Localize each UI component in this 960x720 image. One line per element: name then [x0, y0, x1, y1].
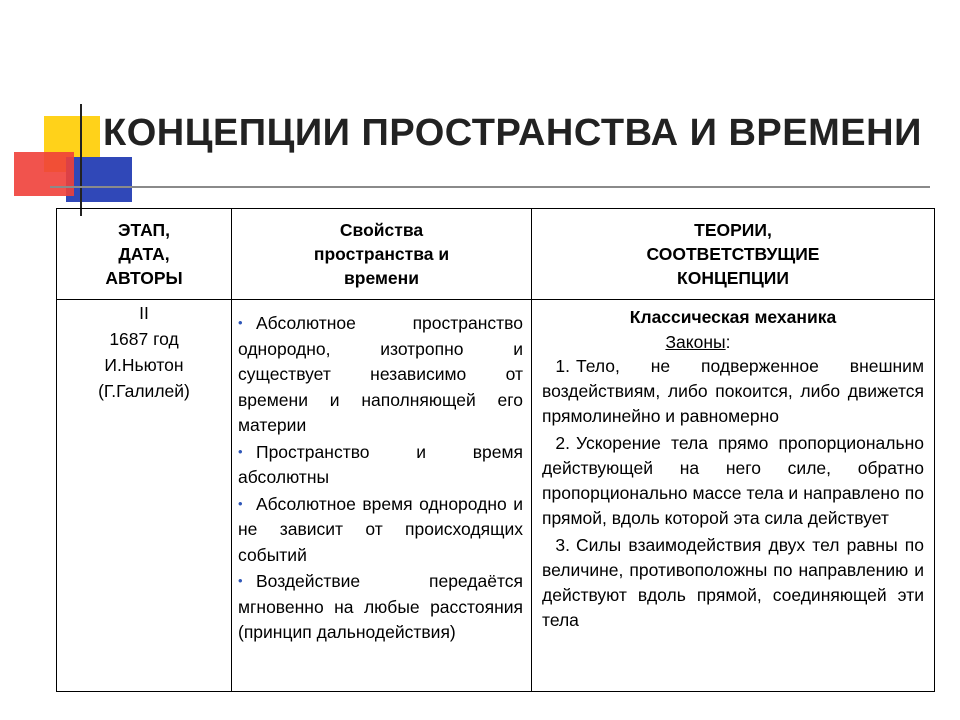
law-text: Тело, не подверженное внешним воздействиям, либо покоится, либо движется прямолинейно и равномерно [542, 356, 924, 426]
laws-colon: : [725, 332, 731, 352]
stage-author: И.Ньютон [104, 355, 184, 375]
properties-cell [232, 300, 532, 692]
law-item [542, 431, 924, 531]
header-line: пространства и [313, 244, 450, 264]
property-text: Абсолютное время однородно и не зависит от происходящих событий [238, 493, 523, 565]
bullet-icon: • [238, 315, 243, 330]
header-theories [532, 209, 935, 300]
header-stage [57, 209, 232, 300]
bullet-icon: • [238, 573, 243, 588]
header-properties [232, 209, 532, 300]
stage-cell [57, 300, 232, 692]
theories-cell [532, 300, 935, 692]
header-line: КОНЦЕПЦИИ [677, 268, 789, 288]
title-underline [50, 186, 930, 188]
logo-blue-square [66, 157, 132, 202]
bullet-icon: • [238, 443, 243, 459]
law-item [542, 354, 924, 429]
logo-red-square [14, 152, 74, 196]
table-row [57, 300, 935, 692]
property-text: Воздействие передаётся мгновенно на любые расстояния (принцип дальнодействия) [238, 571, 523, 642]
stage-year: 1687 год [109, 329, 179, 349]
header-line: ЭТАП, [118, 220, 170, 240]
law-text: Ускорение тела прямо пропорционально действующей на него силе, обратно пропорционально массе тела и направлено по прямой, вдоль которой эта сила действует [542, 433, 924, 528]
property-text: Абсолютное пространство однородно, изотропно и существует независимо от времени и наполняющей его материи [238, 313, 523, 435]
property-item [238, 568, 523, 646]
law-number: 1. [555, 356, 570, 376]
header-line: АВТОРЫ [105, 268, 183, 288]
header-line: ТЕОРИИ, [694, 220, 772, 240]
page-title: КОНЦЕПЦИИ ПРОСТРАНСТВА И ВРЕМЕНИ [103, 112, 922, 154]
law-text: Силы взаимодействия двух тел равны по величине, противоположны по направлению и действуют вдоль прямой, соединяющей эти тела [542, 535, 924, 630]
property-item [238, 310, 523, 439]
property-text: Пространство и время абсолютны [238, 441, 523, 487]
law-number: 3. [555, 535, 570, 555]
concepts-table [56, 208, 935, 692]
header-line: Свойства [339, 220, 424, 240]
property-item [238, 439, 523, 491]
table-header-row [57, 209, 935, 300]
logo-vertical-line [80, 104, 82, 216]
law-number: 2. [555, 433, 570, 453]
header-line: времени [344, 268, 419, 288]
stage-number: II [139, 303, 149, 323]
laws-label: Законы [665, 332, 726, 352]
theory-title: Классическая механика [629, 307, 837, 327]
bullet-icon: • [238, 495, 243, 511]
header-line: СООТВЕТСТВУЩИЕ [646, 244, 820, 264]
header-line: ДАТА, [118, 244, 170, 264]
law-item [542, 533, 924, 633]
laws-heading [472, 330, 924, 354]
property-item [238, 491, 523, 569]
stage-coauthor: (Г.Галилей) [98, 381, 190, 401]
